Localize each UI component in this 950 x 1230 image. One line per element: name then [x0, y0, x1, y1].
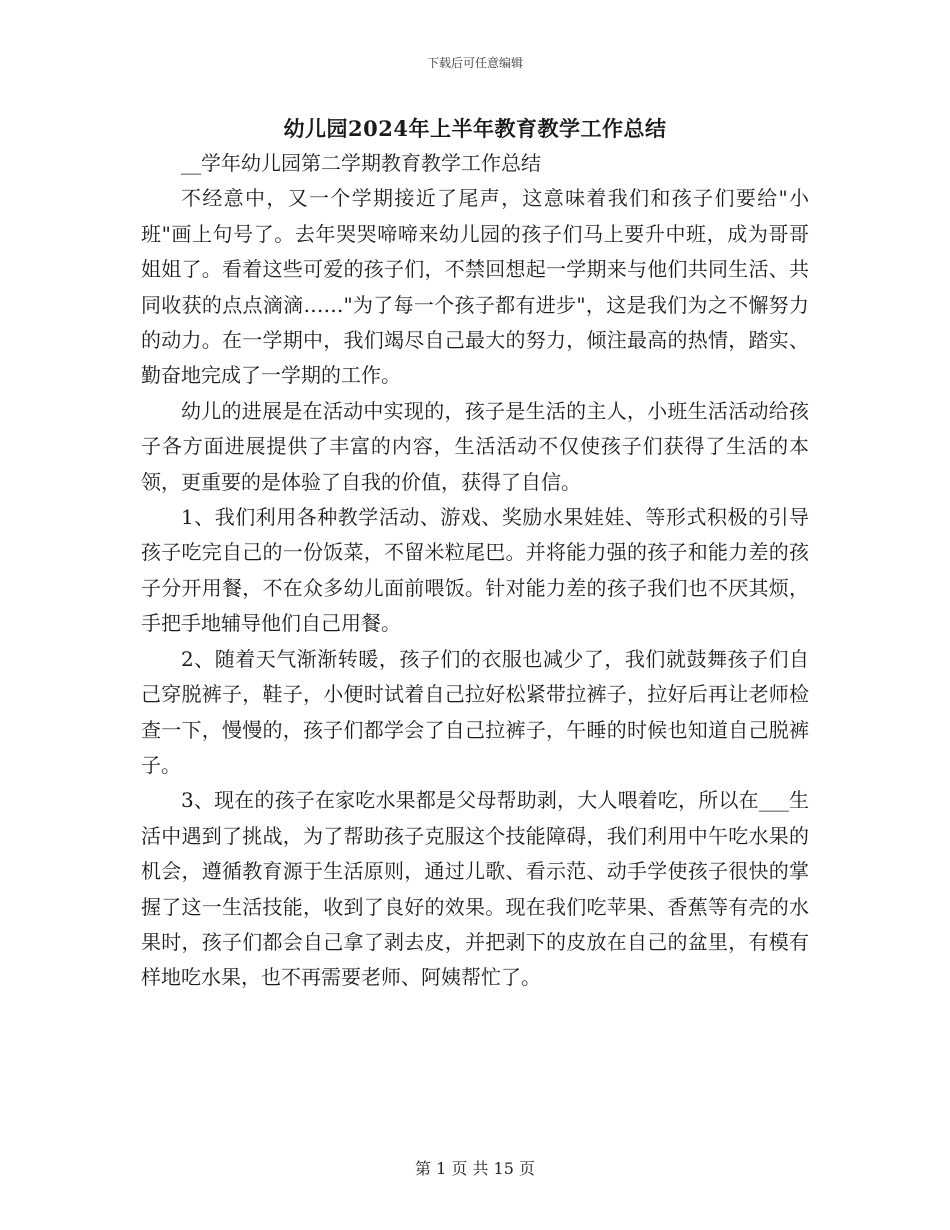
document-title: 幼儿园2024年上半年教育教学工作总结: [283, 116, 667, 141]
paragraph: 2、随着天气渐渐转暖，孩子们的衣服也减少了，我们就鼓舞孩子们自己穿脱裤子，鞋子，小便时试着自己拉好松紧带拉裤子，拉好后再让老师检查一下，慢慢的，孩子们都学会了自己拉裤子，午睡的时候也知道自己脱裤子。: [141, 646, 809, 777]
document-body: [141, 146, 809, 996]
header-note: 下载后可任意编辑: [426, 56, 523, 70]
paragraph: 1、我们利用各种教学活动、游戏、奖励水果娃娃、等形式积极的引导孩子吃完自己的一份饭菜，不留米粒尾巴。并将能力强的孩子和能力差的孩子分开用餐，不在众多幼儿面前喂饭。针对能力差的孩子我们也不厌其烦，手把手地辅导他们自己用餐。: [141, 505, 809, 636]
paragraph: 幼儿的进展是在活动中实现的，孩子是生活的主人，小班生活活动给孩子各方面进展提供了丰富的内容，生活活动不仅使孩子们获得了生活的本领，更重要的是体验了自我的价值，获得了自信。: [141, 398, 809, 494]
paragraph-subtitle: __学年幼儿园第二学期教育教学工作总结: [181, 151, 541, 175]
paragraph: 3、现在的孩子在家吃水果都是父母帮助剥，大人喂着吃，所以在___生活中遇到了挑战，为了帮助孩子克服这个技能障碍，我们利用中午吃水果的机会，遵循教育源于生活原则，通过儿歌、看示范、动手学使孩子很快的掌握了这一生活技能，收到了良好的效果。现在我们吃苹果、香蕉等有壳的水果时，孩子们都会自己拿了剥去皮，并把剥下的皮放在自己的盆里，有模有样地吃水果，也不再需要老师、阿姨帮忙了。: [141, 788, 809, 990]
paragraph: 不经意中，又一个学期接近了尾声，这意味着我们和孩子们要给"小班"画上句号了。去年哭哭啼啼来幼儿园的孩子们马上要升中班，成为哥哥姐姐了。看着这些可爱的孩子们，不禁回想起一学期来与他们共同生活、共同收获的点点滴滴……"为了每一个孩子都有进步"，这是我们为之不懈努力的动力。在一学期中，我们竭尽自己最大的努力，倾注最高的热情，踏实、勤奋地完成了一学期的工作。: [141, 186, 809, 388]
page-number: 第 1 页 共 15 页: [415, 1159, 535, 1178]
